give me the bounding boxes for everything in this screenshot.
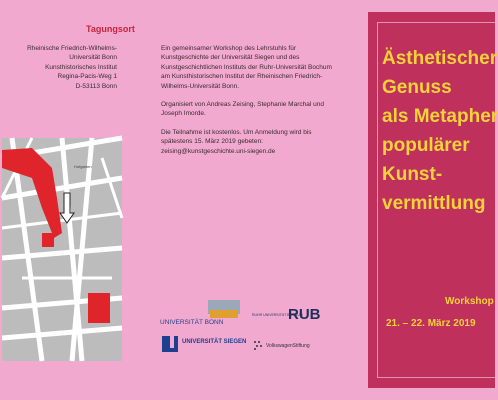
cover-title-line: populärer (382, 135, 470, 156)
rub-small-logo (252, 304, 303, 326)
map-label: Hofgarten (74, 164, 92, 169)
venue-address (0, 44, 117, 91)
cover-title-line: Kunst- (382, 164, 443, 185)
location-map (2, 138, 122, 361)
info-paragraph: Die Teilnahme ist kostenlos. Um Anmeldung wird bis spätestens 15. März 2019 gebeten: zeising@kunstgeschichte.uni-siegen.de (161, 128, 312, 155)
info-paragraph: Ein gemeinsamer Workshop des Lehrstuhls für Kunstgeschichte der Universität Siegen und des Kunstgeschichtlichen Instituts der Ruhr-Universität Bochum am Kunsthistorischen Institut der Rheinischen Friedrich-Wilhelms-Universität Bonn. (161, 45, 332, 90)
address-line: D-53113 Bonn (75, 82, 117, 90)
uni-bonn-text: UNIVERSITÄT BONN (160, 319, 224, 326)
workshop-label: Workshop (445, 296, 494, 307)
vw-text: VolkswagenStiftung (266, 343, 310, 349)
vw-stiftung-logo (252, 338, 340, 354)
venue-heading: Tagungsort (86, 24, 135, 34)
address-line: Universität Bonn (69, 54, 117, 62)
info-paragraph: Organisiert von Andreas Zeising, Stephanie Marchal und Joseph Imorde. (161, 101, 324, 118)
siegen-text: UNIVERSITÄT SIEGEN (182, 339, 247, 345)
sponsor-logos (160, 298, 340, 358)
uni-bonn-logo (160, 300, 240, 328)
address-line: Rheinische Friedrich-Wilhelms- (27, 45, 117, 52)
address-line: Kunsthistorisches Institut (45, 63, 117, 71)
uni-siegen-logo (160, 334, 247, 358)
cover-title-line: Genuss (382, 77, 452, 98)
rub-logo: RUB (288, 306, 321, 323)
address-line: Regina-Pacis-Weg 1 (57, 73, 117, 81)
cover-title-line: vermittlung (382, 193, 486, 214)
info-text (161, 44, 341, 165)
cover-title (382, 44, 498, 218)
rub-small-text: RUHR UNIVERSITÄT BOCHUM (252, 313, 303, 317)
cover-title-line: Ästhetischer (382, 48, 498, 69)
workshop-dates: 21. – 22. März 2019 (386, 318, 476, 329)
cover-title-line: als Metapher (382, 106, 498, 127)
